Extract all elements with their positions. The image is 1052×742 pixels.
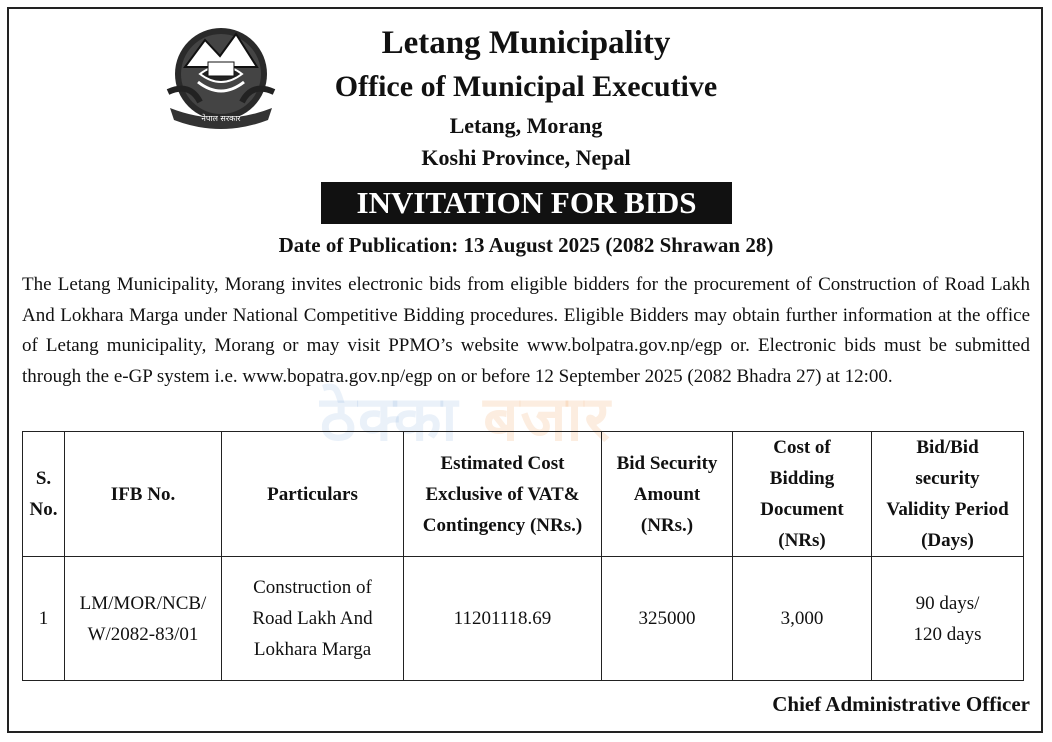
header-line: (NRs.)	[640, 514, 694, 536]
header-line: Bid/Bid	[916, 437, 979, 458]
column-header-ifb-no	[65, 432, 222, 557]
cell-line: 1	[38, 608, 49, 629]
header-line: Bidding	[769, 468, 835, 489]
header-line: Validity Period	[886, 499, 1009, 520]
column-header-s-no	[23, 432, 65, 557]
table-row	[23, 557, 1024, 681]
cell-bid-security	[602, 557, 733, 681]
cell-line: 11201118.69	[453, 608, 552, 629]
header-line: security	[915, 468, 980, 489]
municipality-title: Letang Municipality	[381, 25, 671, 61]
column-header-estimated-cost	[404, 432, 602, 557]
header-line: Document	[760, 499, 844, 520]
cell-estimated-cost	[404, 557, 602, 681]
header-line: Particulars	[267, 483, 358, 505]
cell-line: LM/MOR/NCB/	[79, 592, 207, 614]
cell-line: Lokhara Marga	[253, 639, 372, 660]
header-line: No.	[29, 499, 58, 520]
notice-body: The Letang Municipality, Morang invites electronic bids from eligible bidders for the procurement of Construction of Road Lakh And Lokhara Marga under National Competitive Bidding procedures. Eligible Bidders may obtain further information at the office of Letang municipality, Morang or may visit PPMO’s website www.bolpatra.gov.np/egp or. Electronic bids must be submitted through the e-GP system i.e. www.bopatra.gov.np/egp on or before 12 September 2025 (2082 Bhadra 27) at 12:00.	[22, 274, 1030, 387]
column-header-particulars	[222, 432, 404, 557]
header-line: S.	[35, 468, 52, 489]
column-header-bid-security	[602, 432, 733, 557]
cell-line: 120 days	[913, 623, 982, 645]
header-line: Contingency (NRs.)	[422, 514, 583, 536]
office-title: Office of Municipal Executive	[334, 70, 718, 103]
cell-particulars	[222, 557, 404, 681]
header-line: Estimated Cost	[440, 452, 565, 474]
place-line: Letang, Morang	[449, 113, 603, 138]
cell-line: 325000	[638, 608, 696, 629]
header-line: IFB No.	[110, 483, 176, 505]
cell-line: Road Lakh And	[252, 608, 373, 629]
table-header-row	[23, 432, 1024, 557]
watermark-part2: बजार	[483, 382, 612, 455]
column-header-document-cost	[733, 432, 872, 557]
bid-table	[22, 431, 1024, 681]
cell-line: Construction of	[253, 577, 372, 598]
province-line: Koshi Province, Nepal	[421, 145, 631, 170]
header-line: Amount	[633, 483, 701, 505]
cell-line: 90 days/	[915, 592, 980, 614]
cell-line: 3,000	[780, 608, 824, 629]
header-line: (Days)	[921, 530, 974, 551]
cell-document-cost	[733, 557, 872, 681]
header-line: Bid Security	[616, 452, 718, 474]
signatory-title: Chief Administrative Officer	[772, 692, 1030, 716]
publication-date: Date of Publication: 13 August 2025 (2082 Shrawan 28)	[278, 233, 774, 257]
cell-ifb-no	[65, 557, 222, 681]
cell-validity-period	[872, 557, 1024, 681]
header-line: Cost of	[773, 437, 831, 458]
column-header-validity-period	[872, 432, 1024, 557]
watermark-part1: ठेक्का	[320, 382, 460, 455]
header-line: (NRs)	[778, 530, 826, 551]
cell-line: W/2082-83/01	[87, 623, 199, 645]
invitation-banner: INVITATION FOR BIDS	[321, 182, 732, 224]
emblem-motto: नेपाल सरकार	[201, 114, 241, 123]
header-line: Exclusive of VAT&	[425, 483, 580, 505]
cell-s-no	[23, 557, 65, 681]
